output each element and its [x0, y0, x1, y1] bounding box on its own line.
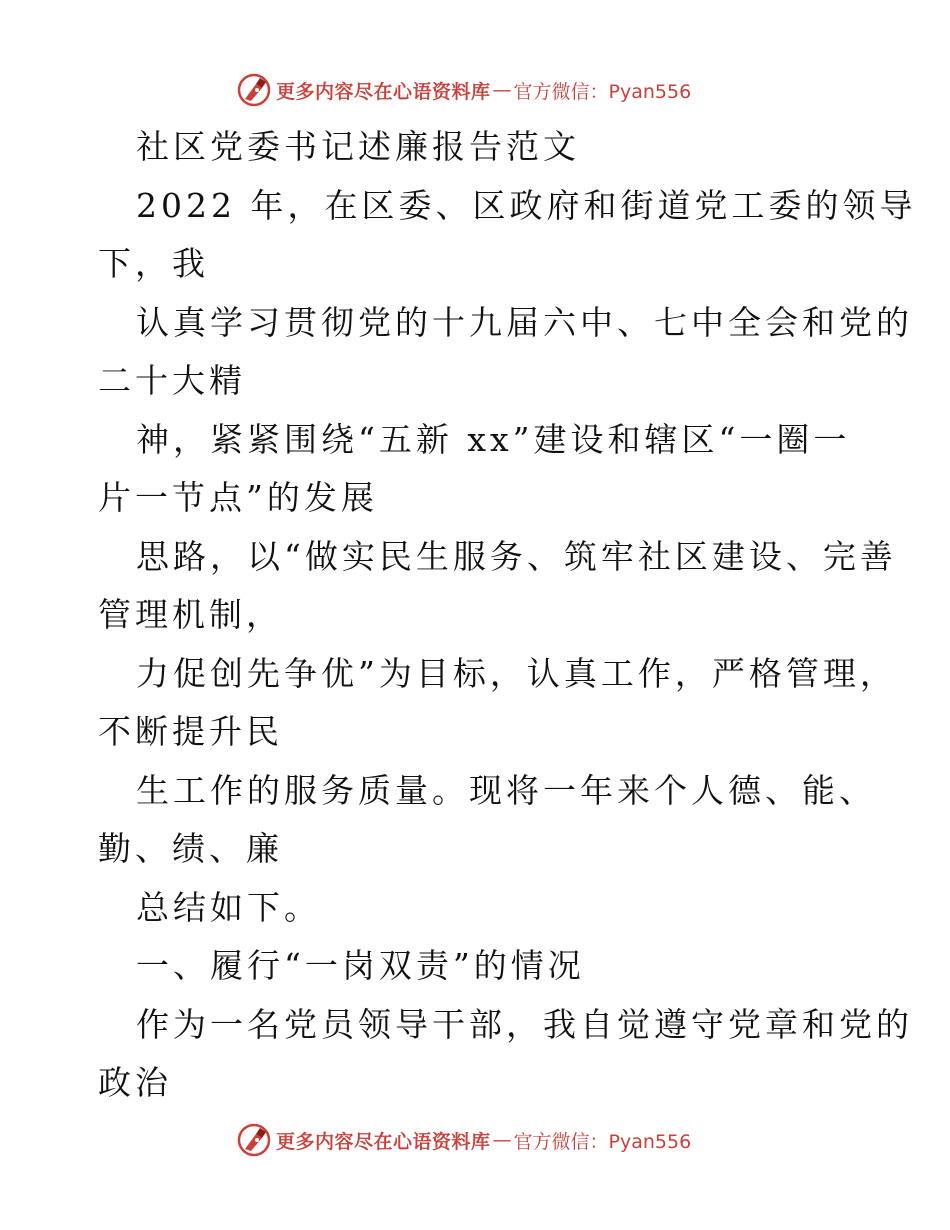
paragraph-line: 认真学习贯彻党的十九届六中、七中全会和党的: [136, 303, 913, 342]
footer-banner: [236, 1120, 691, 1160]
section-heading: 一、履行“一岗双责”的情况: [136, 946, 585, 985]
paragraph-line: 片一节点”的发展: [98, 478, 378, 517]
pen-nib-logo-icon: [236, 72, 272, 108]
header-banner-contact: 官方微信：Pyan556: [513, 80, 692, 103]
paragraph-line: 不断提升民: [98, 712, 283, 751]
paragraph-line: 二十大精: [98, 361, 246, 400]
header-banner: [236, 70, 691, 110]
paragraph-line: 政治: [98, 1063, 172, 1102]
pen-nib-logo-icon: [236, 1122, 272, 1158]
paragraph-line: 下，我: [98, 244, 209, 283]
footer-banner-contact: 官方微信：Pyan556: [513, 1130, 692, 1153]
paragraph-line: 作为一名党员领导干部，我自觉遵守党章和党的: [136, 1005, 913, 1044]
paragraph-line: 神，紧紧围绕“五新 xx”建设和辖区“一圈一: [136, 420, 851, 459]
paragraph-line: 总结如下。: [136, 888, 321, 927]
paragraph-line: 思路，以“做实民生服务、筑牢社区建设、完善: [136, 537, 897, 576]
footer-banner-text: 更多内容尽在心语资料库: [276, 1130, 491, 1153]
paragraph-line: 力促创先争优”为目标，认真工作，严格管理，: [136, 654, 897, 693]
paragraph-line: 2022 年，在区委、区政府和街道党工委的领导: [136, 186, 917, 225]
paragraph-line: 管理机制，: [98, 595, 283, 634]
header-banner-text: 更多内容尽在心语资料库: [276, 80, 491, 103]
header-banner-separator: —: [492, 79, 512, 101]
footer-banner-separator: —: [492, 1129, 512, 1151]
paragraph-line: 勤、绩、廉: [98, 829, 283, 868]
paragraph-line: 生工作的服务质量。现将一年来个人德、能、: [136, 771, 876, 810]
document-title: 社区党委书记述廉报告范文: [136, 127, 580, 166]
